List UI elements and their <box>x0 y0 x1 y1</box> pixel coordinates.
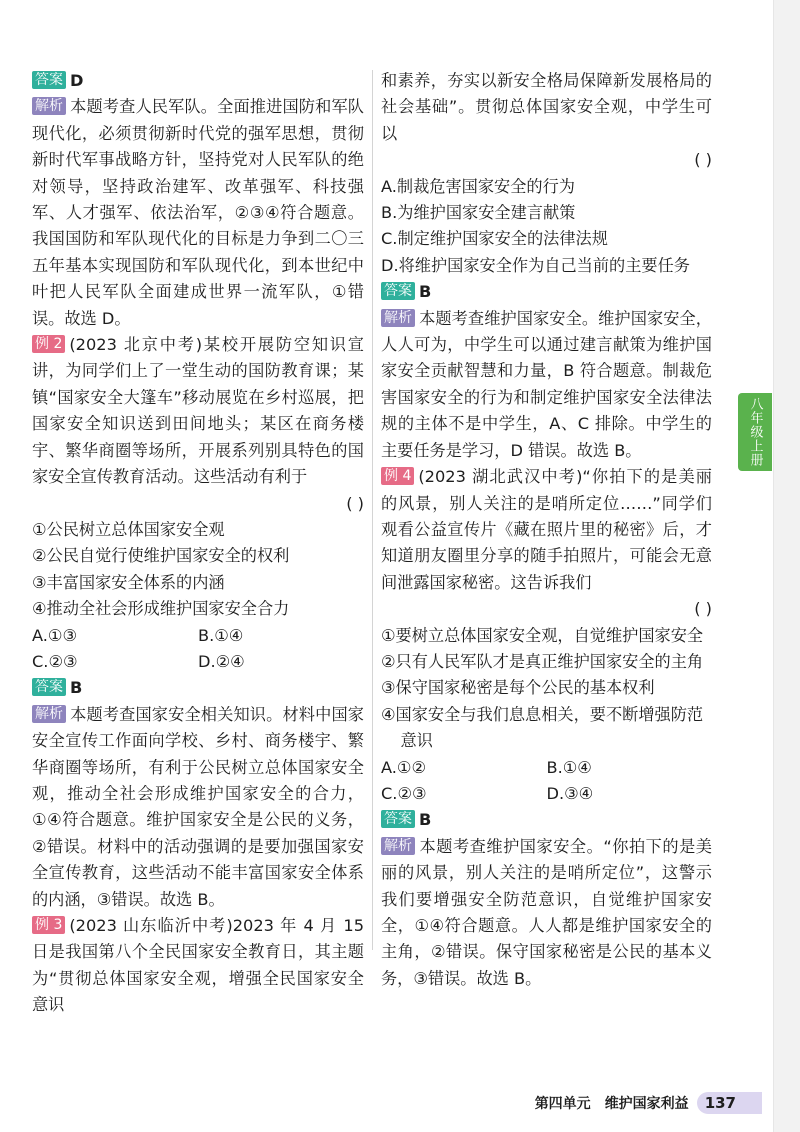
statement-item-continued: 意识 <box>400 731 433 751</box>
option-c: C.②③ <box>381 783 427 803</box>
analysis-tag: 解析 <box>381 309 415 327</box>
answer-tag: 答案 <box>381 282 415 300</box>
option-c: C.制定维护国家安全的法律法规 <box>381 229 608 249</box>
answer-letter: B <box>419 810 432 830</box>
answer-letter: D <box>70 71 84 90</box>
question-stem: (2023 山东临沂中考)2023 年 4 月 15 日是我国第八个全民国家安全教育日，其主题为“贯彻总体国家安全观，增强全民国家安全意识 <box>32 916 364 1015</box>
q4-answer-line <box>381 807 712 833</box>
q3-analysis <box>381 306 712 464</box>
option-d: D.将维护国家安全作为自己当前的主要任务 <box>381 255 690 275</box>
option-b: B.为维护国家安全建言献策 <box>381 203 576 223</box>
example-tag: 例 2 <box>32 335 65 353</box>
q3-stem <box>32 913 364 1019</box>
option-d: D.②④ <box>198 651 245 671</box>
answer-tag: 答案 <box>32 71 66 89</box>
answer-letter: B <box>419 282 432 302</box>
example-tag: 例 3 <box>32 916 65 934</box>
answer-tag: 答案 <box>32 678 66 696</box>
statement-item: ③丰富国家安全体系的内涵 <box>32 572 225 592</box>
analysis-text: 本题考查人民军队。全面推进国防和军队现代化，必须贯彻新时代党的强军思想，贯彻新时代军事战略方针，坚持党对人民军队的绝对领导，坚持政治建军、改革强军、科技强军、人才强军、依法治军，②③④符合题意。我国国防和军队现代化的目标是力争到二〇三五年基本实现国防和军队现代化，到本世纪中叶把人民军队全面建成世界一流军队，①错误。故选 D。 <box>32 97 364 328</box>
page-number: 137 <box>697 1092 762 1114</box>
option-c: C.②③ <box>32 651 78 671</box>
option-a: A.①② <box>381 757 426 777</box>
question-stem: (2023 湖北武汉中考)“你拍下的是美丽的风景，别人关注的是哨所定位……”同学们观看公益宣传片《藏在照片里的秘密》后，才知道朋友圈里分享的随手拍照片，可能会无意间泄露国家秘密。这告诉我们 <box>381 467 712 592</box>
statement-item: ①公民树立总体国家安全观 <box>32 519 225 539</box>
analysis-tag: 解析 <box>32 705 66 723</box>
option-d: D.③④ <box>546 783 594 803</box>
q1-answer-line <box>32 68 364 94</box>
options-row <box>32 649 364 675</box>
options-row <box>381 781 712 807</box>
answer-paren: ( ) <box>694 599 712 619</box>
option-a: A.制裁危害国家安全的行为 <box>381 176 575 196</box>
q3-stem-continued: 和素养，夯实以新安全格局保障新发展格局的社会基础”。贯彻总体国家安全观，中学生可以 <box>381 71 712 143</box>
right-column <box>381 68 712 992</box>
column-divider <box>372 70 373 950</box>
statement-item: ①要树立总体国家安全观，自觉维护国家安全 <box>381 625 704 645</box>
analysis-tag: 解析 <box>32 97 66 115</box>
statement-item: ③保守国家秘密是每个公民的基本权利 <box>381 678 655 698</box>
page-edge <box>773 0 800 1132</box>
page-footer <box>535 1092 762 1114</box>
q2-analysis <box>32 702 364 913</box>
left-column <box>32 68 364 1019</box>
q2-stem <box>32 332 364 490</box>
statement-item: ④推动全社会形成维护国家安全合力 <box>32 599 290 619</box>
analysis-text: 本题考查国家安全相关知识。材料中国家安全宣传工作面向学校、乡村、商务楼宇、繁华商圈等场所，有利于公民树立总体国家安全观，推动全社会形成维护国家安全的合力，①④符合题意。维护国家安全是公民的义务，②错误。材料中的活动强调的是要加强国家安全宣传教育，这些活动不能丰富国家安全体系的内涵，③错误。故选 B。 <box>32 704 364 909</box>
statement-item: ④国家安全与我们息息相关，要不断增强防范 <box>381 704 704 724</box>
q4-stem <box>381 464 712 596</box>
options-row <box>32 623 364 649</box>
option-b: B.①④ <box>546 757 592 777</box>
question-stem: (2023 北京中考)某校开展防空知识宣讲，为同学们上了一堂生动的国防教育课；某镇“国家安全大篷车”移动展览在乡村巡展，把国家安全知识送到田间地头；某区在商务楼宇、繁华商圈等场所，开展系列别具特色的国家安全宣传教育活动。这些活动有利于 <box>32 335 364 487</box>
analysis-text: 本题考查维护国家安全。维护国家安全，人人可为，中学生可以通过建言献策为维护国家安全贡献智慧和力量，B 符合题意。制裁危害国家安全的行为和制定维护国家安全法律法规的主体不是中学生，A、C 排除。中学生的主要任务是学习，D 错误。故选 B。 <box>381 308 712 460</box>
example-tag: 例 4 <box>381 467 414 485</box>
q3-answer-line <box>381 279 712 305</box>
q2-answer-line <box>32 675 364 701</box>
q1-analysis <box>32 94 364 332</box>
statement-item: ②只有人民军队才是真正维护国家安全的主角 <box>381 651 704 671</box>
option-b: B.①④ <box>198 625 244 645</box>
answer-tag: 答案 <box>381 810 415 828</box>
analysis-text: 本题考查维护国家安全。“你拍下的是美丽的风景，别人关注的是哨所定位”，这警示我们要增强安全防范意识，自觉维护国家安全，①④符合题意。人人都是维护国家安全的主角，②错误。保守国家秘密是公民的基本义务，③错误。故选 B。 <box>381 836 712 988</box>
grade-side-tab: 八年级上册 <box>738 393 772 471</box>
statement-item: ②公民自觉行使维护国家安全的权利 <box>32 546 290 566</box>
footer-unit: 第四单元 <box>534 1096 591 1112</box>
analysis-tag: 解析 <box>381 837 415 855</box>
options-row <box>381 755 712 781</box>
answer-paren: ( ) <box>694 150 712 170</box>
answer-letter: B <box>70 678 83 698</box>
footer-topic: 维护国家利益 <box>604 1096 689 1112</box>
answer-paren: ( ) <box>346 493 364 513</box>
option-a: A.①③ <box>32 625 77 645</box>
q4-analysis <box>381 834 712 992</box>
